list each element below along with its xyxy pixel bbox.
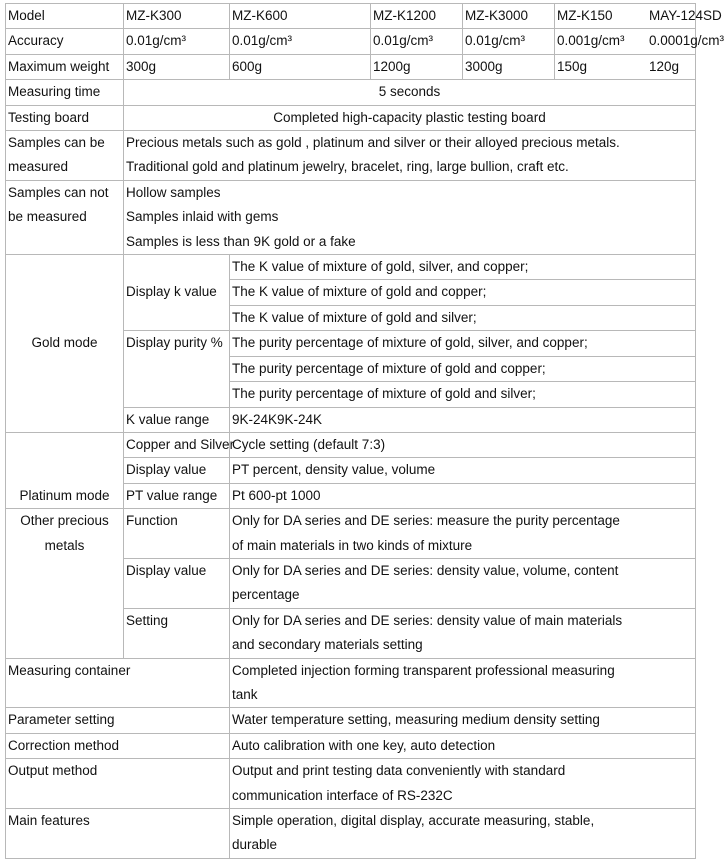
label-line: Other precious [20, 513, 109, 529]
setting-label: Setting [124, 608, 230, 658]
display-k-values [230, 255, 696, 331]
accuracy-label: Accuracy [6, 29, 124, 54]
other-display-label: Display value [124, 558, 230, 608]
model-label: Model [6, 4, 124, 29]
copper-silver-label: Copper and Silver [124, 432, 230, 457]
measuring-container-row [6, 658, 696, 708]
other-metals-label [6, 509, 124, 658]
measuring-container-label: Measuring container [6, 658, 230, 708]
text-line: Samples is less than 9K gold or a fake [126, 233, 356, 249]
samples-can-value [124, 131, 696, 181]
function-value [230, 509, 696, 559]
copper-silver-value: Cycle setting (default 7:3) [230, 432, 696, 457]
label-line: Samples can be [8, 135, 105, 151]
text-line: tank [232, 686, 258, 702]
display-purity-values [230, 331, 696, 407]
max-weight-cell: 600g [230, 54, 371, 79]
spec-table [5, 3, 724, 859]
output-method-label: Output method [6, 759, 230, 809]
parameter-setting-row [6, 708, 696, 733]
text-line: of main materials in two kinds of mixture [232, 537, 473, 553]
accuracy-row [6, 29, 696, 54]
label-line: metals [44, 537, 85, 553]
max-weight-cell-split [555, 54, 696, 79]
samples-cannot-value [124, 180, 696, 254]
text-line: The purity percentage of mixture of gold and copper; [230, 357, 695, 382]
text-line: The K value of mixture of gold and silver; [232, 309, 477, 325]
label-line: be measured [8, 209, 87, 225]
correction-method-value: Auto calibration with one key, auto detection [230, 733, 696, 758]
main-features-row [6, 809, 696, 859]
text-line: Only for DA series and DE series: measure the purity percentage [232, 513, 620, 529]
correction-method-row [6, 733, 696, 758]
other-display-value [230, 558, 696, 608]
text-line: Simple operation, digital display, accurate measuring, stable, [232, 813, 595, 828]
main-features-label: Main features [6, 809, 230, 859]
model-row [6, 4, 696, 29]
samples-can-label [6, 131, 124, 181]
k-range-label: K value range [124, 407, 230, 432]
pt-range-value: Pt 600-pt 1000 [230, 483, 696, 508]
samples-cannot-row [6, 180, 696, 254]
display-purity-label: Display purity % [124, 331, 230, 407]
function-label: Function [124, 509, 230, 559]
parameter-setting-value: Water temperature setting, measuring medium density setting [230, 708, 696, 733]
measuring-time-value: 5 seconds [124, 80, 696, 105]
text-line: The purity percentage of mixture of gold and silver; [232, 386, 536, 402]
text-line: Samples inlaid with gems [126, 209, 279, 225]
testing-board-label: Testing board [6, 105, 124, 130]
platinum-copper-silver-row [6, 432, 696, 457]
text-line: The K value of mixture of gold, silver, and copper; [230, 255, 695, 280]
label-line: Samples can not [8, 184, 109, 200]
text-line: and secondary materials setting [232, 637, 423, 653]
platinum-mode-label: Platinum mode [6, 432, 124, 508]
setting-value [230, 608, 696, 658]
platinum-display-value: PT percent, density value, volume [230, 458, 696, 483]
text-line: Output and print testing data conveniently with standard [232, 763, 566, 779]
accuracy-cell: 0.01g/cm³ [463, 29, 555, 54]
max-weight-cell: 120g [649, 58, 680, 74]
correction-method-label: Correction method [6, 733, 230, 758]
text-line: Precious metals such as gold , platinum and silver or their alloyed precious metals. [126, 135, 620, 151]
measuring-time-label: Measuring time [6, 80, 124, 105]
max-weight-cell: 300g [124, 54, 230, 79]
text-line: Traditional gold and platinum jewelry, bracelet, ring, large bullion, craft etc. [126, 159, 569, 175]
testing-board-row [6, 105, 696, 130]
platinum-display-label: Display value [124, 458, 230, 483]
model-cell-split [555, 4, 722, 29]
main-features-value [230, 809, 696, 859]
max-weight-cell: 150g [557, 58, 588, 74]
accuracy-cell: 0.01g/cm³ [124, 29, 230, 54]
display-k-label: Display k value [124, 255, 230, 331]
other-function-row [6, 509, 696, 559]
model-cell: MZ-K3000 [463, 4, 555, 29]
accuracy-cell: 0.01g/cm³ [371, 29, 463, 54]
accuracy-cell-split [555, 29, 724, 54]
parameter-setting-label: Parameter setting [6, 708, 230, 733]
gold-mode-label: Gold mode [6, 255, 124, 433]
text-line: communication interface of RS-232C [232, 787, 453, 803]
measuring-time-row [6, 80, 696, 105]
model-cell: MZ-K150 [557, 8, 613, 23]
k-range-value: 9K-24K9K-24K [230, 407, 696, 432]
text-line: Only for DA series and DE series: density value, volume, content [232, 562, 619, 578]
samples-can-row [6, 131, 696, 181]
model-cell: MZ-K1200 [371, 4, 463, 29]
measuring-container-value [230, 658, 696, 708]
text-line: Only for DA series and DE series: density value of main materials [232, 612, 623, 628]
text-line: percentage [232, 587, 300, 603]
model-cell: MZ-K300 [124, 4, 230, 29]
text-line: The purity percentage of mixture of gold, silver, and copper; [230, 331, 695, 356]
output-method-row [6, 759, 696, 809]
max-weight-cell: 3000g [463, 54, 555, 79]
label-line: measured [8, 159, 69, 175]
text-line: Completed injection forming transparent professional measuring [232, 662, 615, 678]
accuracy-cell: 0.001g/cm³ [557, 33, 625, 49]
model-cell: MZ-K600 [230, 4, 371, 29]
output-method-value [230, 759, 696, 809]
max-weight-row [6, 54, 696, 79]
max-weight-label: Maximum weight [6, 54, 124, 79]
samples-cannot-label [6, 180, 124, 254]
text-line: durable [232, 837, 278, 853]
pt-range-label: PT value range [124, 483, 230, 508]
text-line: The K value of mixture of gold and copper; [230, 280, 695, 305]
accuracy-cell: 0.0001g/cm³ [649, 33, 724, 49]
accuracy-cell: 0.01g/cm³ [230, 29, 371, 54]
gold-display-k-row [6, 255, 696, 331]
max-weight-cell: 1200g [371, 54, 463, 79]
model-cell: MAY-124SD [649, 8, 722, 23]
text-line: Hollow samples [126, 184, 221, 200]
testing-board-value: Completed high-capacity plastic testing board [124, 105, 696, 130]
